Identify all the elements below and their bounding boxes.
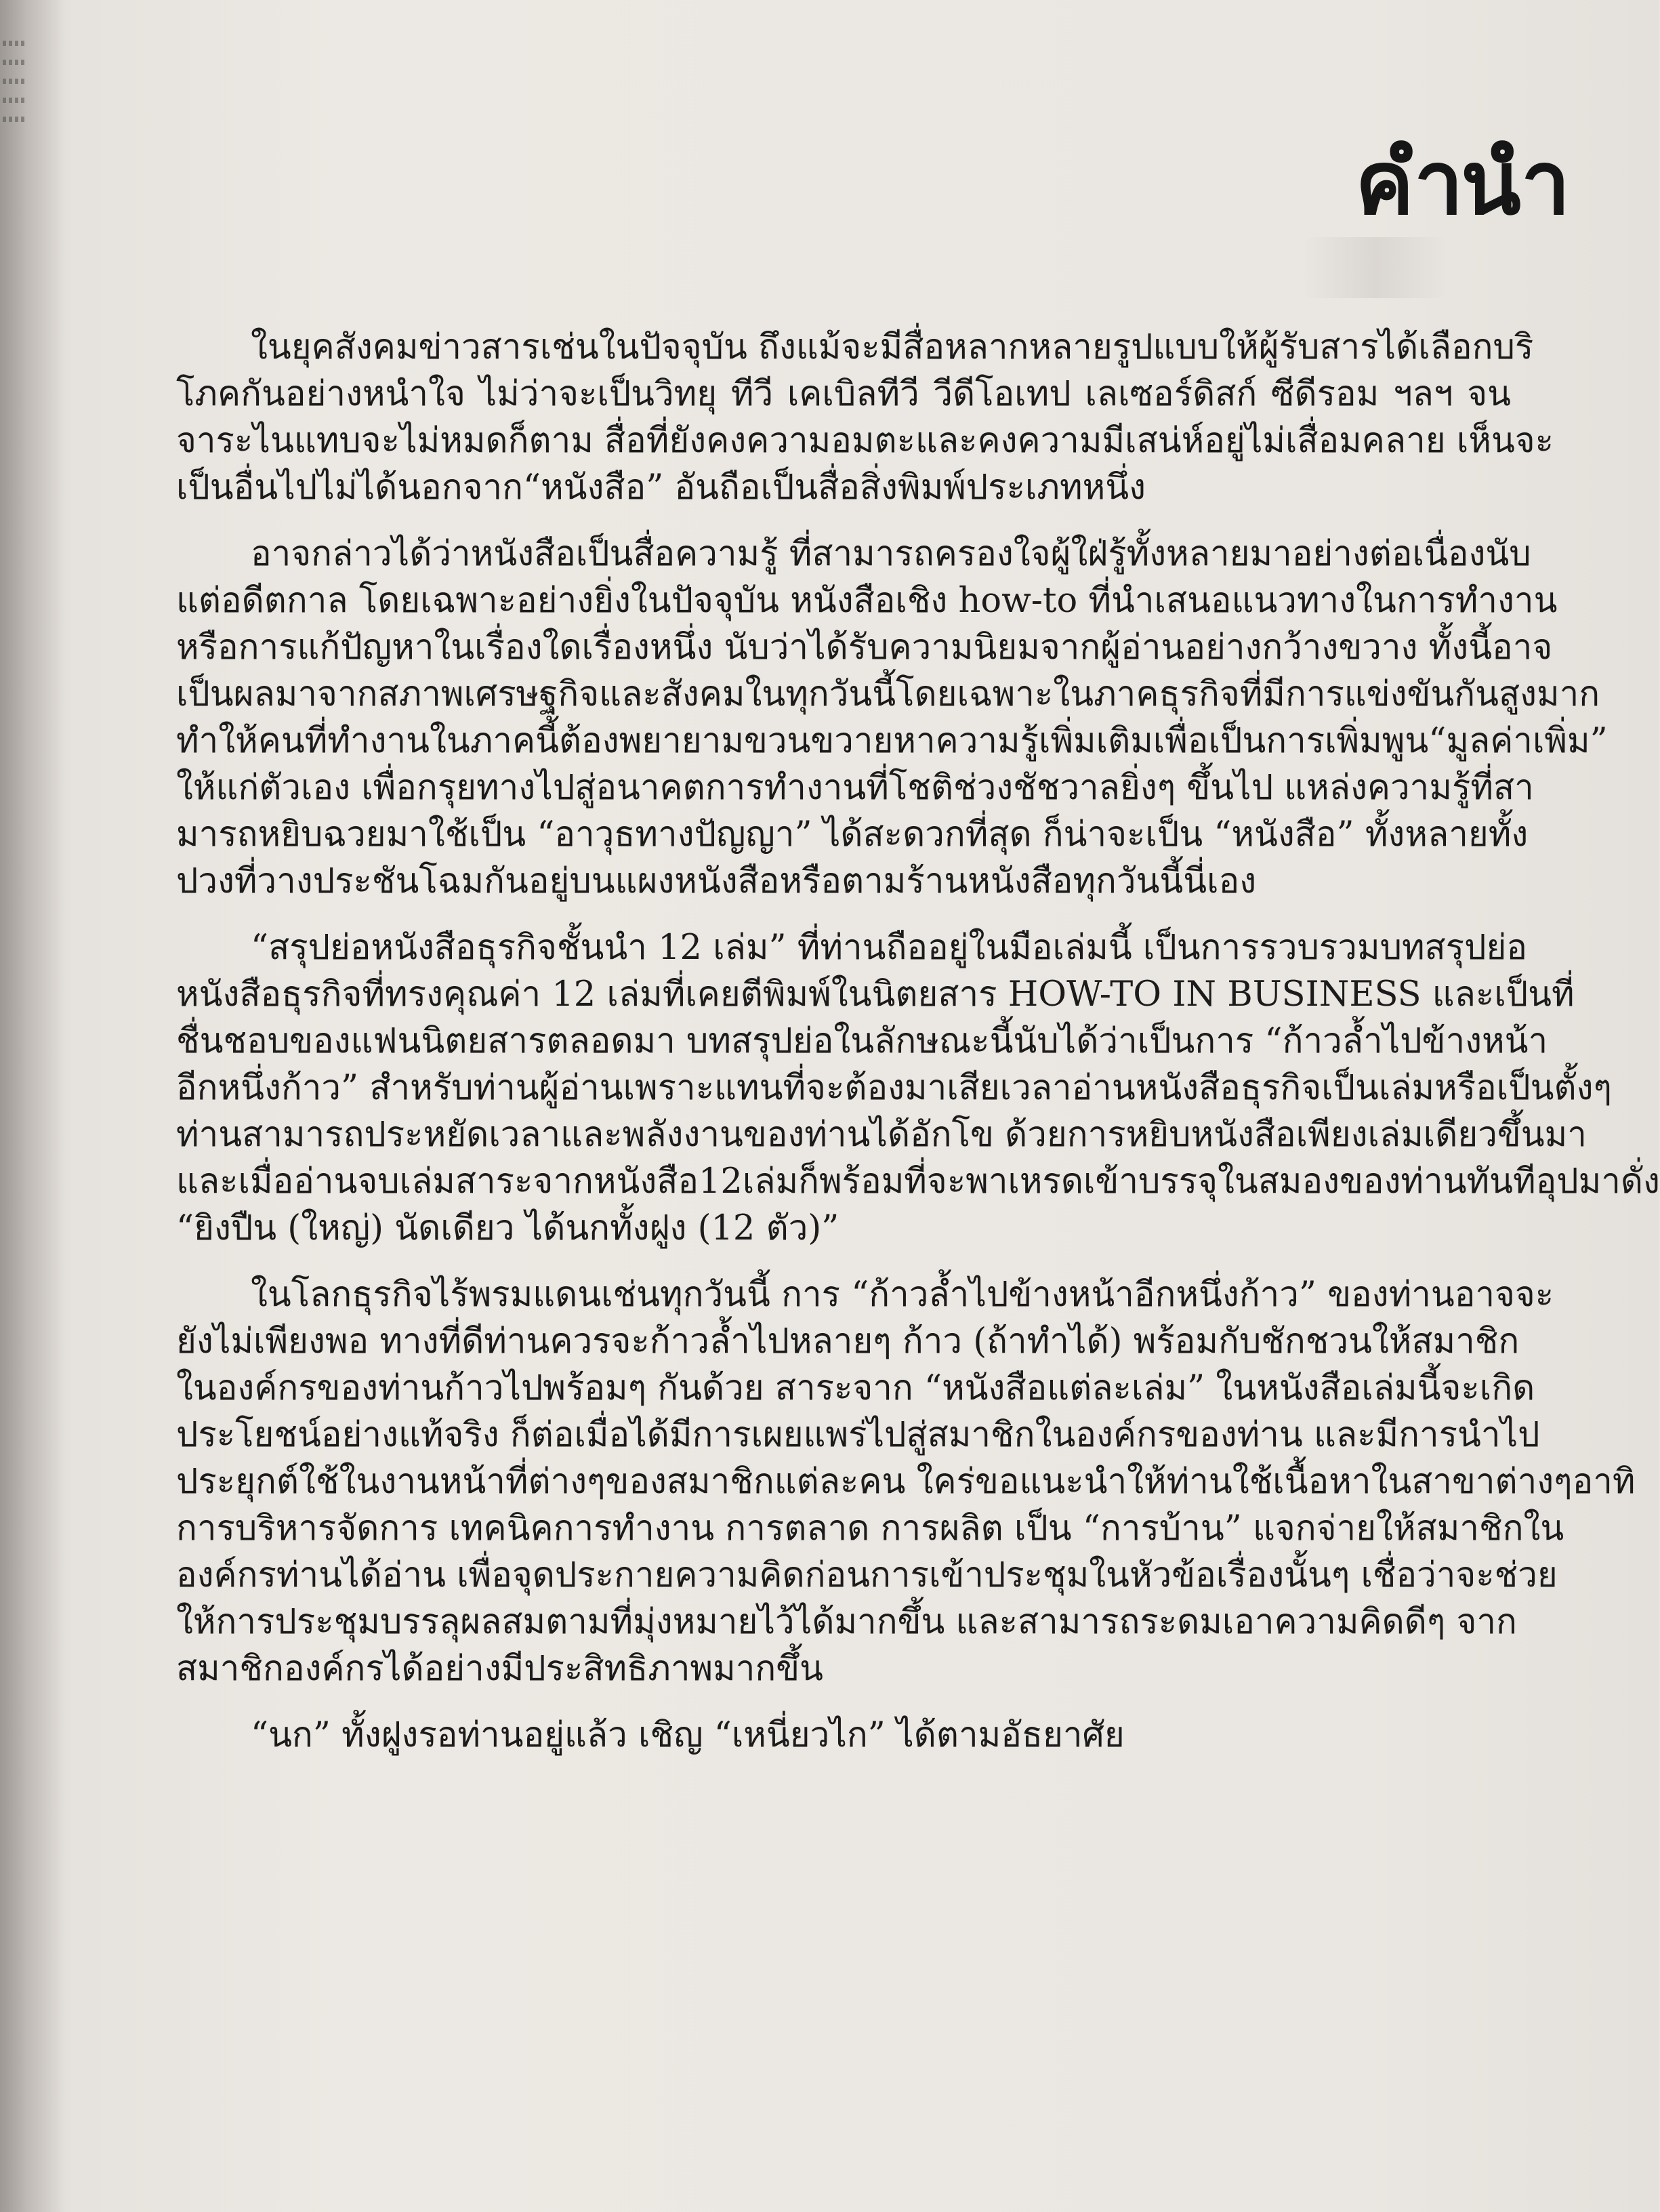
paragraph-2: [176, 531, 1608, 905]
text-line: อีกหนึ่งก้าว” สำหรับท่านผู้อ่านเพราะแทนที่จะต้องมาเสียเวลาอ่านหนังสือธุรกิจเป็นเล่มหรือเป็นตั้งๆ: [176, 1068, 1612, 1108]
text-line: องค์กรท่านได้อ่าน เพื่อจุดประกายความคิดก่อนการเข้าประชุมในหัวข้อเรื่องนั้นๆ เชื่อว่าจะช่วย: [176, 1555, 1558, 1595]
show-through-text: [1301, 237, 1450, 298]
adjacent-page-edge: [3, 27, 27, 203]
text-line: และเมื่ออ่านจบเล่มสาระจากหนังสือ12เล่มก็พร้อมที่จะพาเหรดเข้าบรรจุในสมองของท่านทันทีอุปมาดั่ง: [176, 1162, 1660, 1202]
text-line: ยังไม่เพียงพอ ทางที่ดีท่านควรจะก้าวล้ำไปหลายๆ ก้าว (ถ้าทำได้) พร้อมกับชักชวนให้สมาชิก: [176, 1322, 1520, 1361]
page-heading: คำนำ: [1355, 131, 1568, 234]
paragraph-3: [176, 924, 1660, 1252]
text-line: ประยุกต์ใช้ในงานหน้าที่ต่างๆของสมาชิกแต่ละคน ใคร่ขอแนะนำให้ท่านใช้เนื้อหาในสาขาต่างๆอาทิ: [176, 1462, 1636, 1502]
text-line: ในโลกธุรกิจไร้พรมแดนเช่นทุกวันนี้ การ “ก้าวล้ำไปข้างหน้าอีกหนึ่งก้าว” ของท่านอาจจะ: [251, 1275, 1554, 1315]
text-line: ปวงที่วางประชันโฉมกันอยู่บนแผงหนังสือหรือตามร้านหนังสือทุกวันนี้นี่เอง: [176, 861, 1257, 901]
text-line: ให้การประชุมบรรลุผลสมตามที่มุ่งหมายไว้ได้มากขึ้น และสามารถระดมเอาความคิดดีๆ จาก: [176, 1602, 1517, 1642]
text-line: “สรุปย่อหนังสือธุรกิจชั้นนำ 12 เล่ม” ที่ท่านถืออยู่ในมือเล่มนี้ เป็นการรวบรวมบทสรุปย่อ: [251, 928, 1527, 968]
text-line: “นก” ทั้งฝูงรอท่านอยู่แล้ว เชิญ “เหนี่ยวไก” ได้ตามอัธยาศัย: [251, 1715, 1125, 1755]
text-line: อาจกล่าวได้ว่าหนังสือเป็นสื่อความรู้ ที่สามารถครองใจผู้ใฝ่รู้ทั้งหลายมาอย่างต่อเนื่องนับ: [251, 534, 1531, 574]
text-line: การบริหารจัดการ เทคนิคการทำงาน การตลาด การผลิต เป็น “การบ้าน” แจกจ่ายให้สมาชิกใน: [176, 1509, 1564, 1549]
text-line: ในยุคสังคมข่าวสารเช่นในปัจจุบัน ถึงแม้จะมีสื่อหลากหลายรูปแบบให้ผู้รับสารได้เลือกบริ: [251, 327, 1534, 367]
paragraph-1: [176, 324, 1554, 511]
text-line: เป็นผลมาจากสภาพเศรษฐกิจและสังคมในทุกวันนี้โดยเฉพาะในภาคธุรกิจที่มีการแข่งขันกันสูงมาก: [176, 674, 1600, 714]
foreword-body: [176, 324, 1660, 1778]
paragraph-4: [176, 1271, 1636, 1692]
text-line: ประโยชน์อย่างแท้จริง ก็ต่อเมื่อได้มีการเผยแพร่ไปสู่สมาชิกในองค์กรของท่าน และมีการนำไป: [176, 1415, 1540, 1455]
text-line: ทำให้คนที่ทำงานในภาคนี้ต้องพยายามขวนขวายหาความรู้เพิ่มเติมเพื่อเป็นการเพิ่มพูน“มูลค่าเพิ่ม”: [176, 721, 1608, 761]
text-line: ในองค์กรของท่านก้าวไปพร้อมๆ กันด้วย สาระจาก “หนังสือแต่ละเล่ม” ในหนังสือเล่มนี้จะเกิด: [176, 1368, 1535, 1408]
text-line: ชื่นชอบของแฟนนิตยสารตลอดมา บทสรุปย่อในลักษณะนี้นับได้ว่าเป็นการ “ก้าวล้ำไปข้างหน้า: [176, 1021, 1548, 1061]
text-line: ให้แก่ตัวเอง เพื่อกรุยทางไปสู่อนาคตการทำงานที่โชติช่วงชัชวาลยิ่งๆ ขึ้นไป แหล่งความรู้ที่สา: [176, 768, 1534, 808]
page-gutter-shadow: [0, 0, 64, 2212]
text-line: แต่อดีตกาล โดยเฉพาะอย่างยิ่งในปัจจุบัน หนังสือเชิง how-to ที่นำเสนอแนวทางในการทำงาน: [176, 581, 1558, 621]
text-line: หรือการแก้ปัญหาในเรื่องใดเรื่องหนึ่ง นับว่าได้รับความนิยมจากผู้อ่านอย่างกว้างขวาง ทั้งนี้อาจ: [176, 628, 1553, 668]
text-line: มารถหยิบฉวยมาใช้เป็น “อาวุธทางปัญญา” ได้สะดวกที่สุด ก็น่าจะเป็น “หนังสือ” ทั้งหลายทั้ง: [176, 815, 1529, 855]
text-line: “ยิงปืน (ใหญ่) นัดเดียว ได้นกทั้งฝูง (12 ตัว)”: [176, 1208, 839, 1248]
text-line: สมาชิกองค์กรได้อย่างมีประสิทธิภาพมากขึ้น: [176, 1649, 824, 1689]
text-line: ท่านสามารถประหยัดเวลาและพลังงานของท่านได้อักโข ด้วยการหยิบหนังสือเพียงเล่มเดียวขึ้นมา: [176, 1115, 1587, 1155]
text-line: จาระไนแทบจะไม่หมดก็ตาม สื่อที่ยังคงความอมตะและคงความมีเสน่ห์อยู่ไม่เสื่อมคลาย เห็นจะ: [176, 421, 1554, 461]
text-line: เป็นอื่นไปไม่ได้นอกจาก“หนังสือ” อันถือเป็นสื่อสิ่งพิมพ์ประเภทหนึ่ง: [176, 468, 1146, 508]
paragraph-5: [176, 1712, 1511, 1759]
text-line: หนังสือธุรกิจที่ทรงคุณค่า 12 เล่มที่เคยตีพิมพ์ในนิตยสาร HOW-TO IN BUSINESS และเป็นที่: [176, 975, 1575, 1015]
text-line: โภคกันอย่างหนำใจ ไม่ว่าจะเป็นวิทยุ ทีวี เคเบิลทีวี วีดีโอเทป เลเซอร์ดิสก์ ซีดีรอม ฯลฯ จน: [176, 374, 1511, 414]
